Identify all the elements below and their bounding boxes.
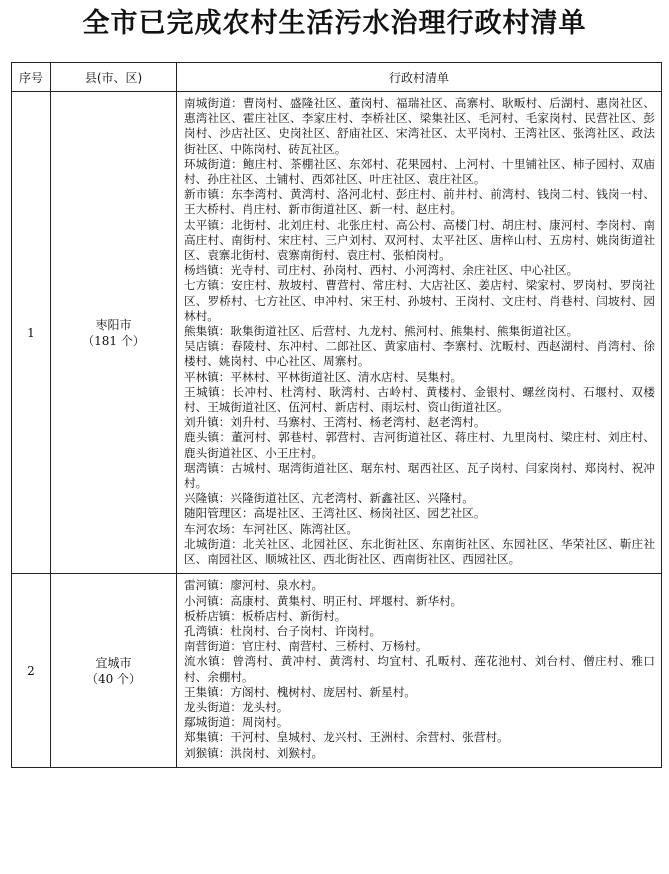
page-title: 全市已完成农村生活污水治理行政村清单 bbox=[82, 8, 587, 39]
town-entry: 流水镇：曾湾村、黄冲村、黄湾村、均宜村、孔畈村、莲花池村、刘台村、僧庄村、雅口村、余棚村。 bbox=[184, 654, 655, 684]
town-entry: 七方镇：安庄村、敖坡村、曹营村、常庄村、大店社区、姜店村、梁家村、罗岗村、罗岗社区、罗桥村、七方社区、申冲村、宋王村、孙坡村、王岗村、文庄村、肖巷村、闫坡村、园林村。 bbox=[184, 278, 655, 323]
county-name: 宜城市 bbox=[95, 655, 132, 670]
town-entry: 板桥店镇：板桥店村、新街村。 bbox=[184, 608, 347, 623]
town-entry: 随阳管理区：高堤社区、王湾社区、杨岗社区、园艺社区。 bbox=[184, 506, 486, 521]
header-villages: 行政村清单 bbox=[177, 63, 662, 92]
town-entry: 雷河镇：廖河村、泉水村。 bbox=[184, 578, 324, 593]
county-count: （181 个） bbox=[82, 333, 145, 348]
town-entry: 车河农场：车河社区、陈湾社区。 bbox=[184, 521, 358, 536]
village-table bbox=[11, 62, 662, 768]
town-entry: 熊集镇：耿集街道社区、后营村、九龙村、熊河村、熊集村、熊集街道社区。 bbox=[184, 324, 579, 339]
town-entry: 王集镇：方阁村、槐树村、庞居村、新星村。 bbox=[184, 684, 416, 699]
town-entry: 刘升镇：刘升村、马寨村、王湾村、杨老湾村、赵老湾村。 bbox=[184, 415, 486, 430]
town-entry: 新市镇：东李湾村、黄湾村、洛河北村、彭庄村、前井村、前湾村、钱岗二村、钱岗一村、王大桥村、肖庄村、新市街道社区、新一村、赵庄村。 bbox=[184, 187, 655, 217]
table-header-row bbox=[12, 63, 662, 92]
town-entry: 平林镇：平林村、平林街道社区、清水店村、吴集村。 bbox=[184, 369, 463, 384]
town-entry: 太平镇：北街村、北刘庄村、北张庄村、高公村、高楼门村、胡庄村、康河村、李岗村、南高庄村、南街村、宋庄村、三户刘村、双河村、太平社区、唐梓山村、五房村、姚岗街道社区、袁寨北街村、袁寨南街村、袁庄村、张柏岗村。 bbox=[184, 217, 655, 263]
table-row bbox=[12, 574, 662, 767]
header-county: 县(市、区) bbox=[51, 63, 177, 92]
town-entry: 王城镇：长冲村、杜湾村、耿湾村、古岭村、黄楼村、金银村、螺丝岗村、石堰村、双楼村、王城街道社区、伍河村、新店村、雨坛村、资山街道社区。 bbox=[184, 384, 655, 415]
town-entry: 北城街道：北关社区、北园社区、东北街社区、东南街社区、东园社区、华荣社区、靳庄社区、南园社区、顺城社区、西北街社区、西南街社区、西园社区。 bbox=[184, 536, 655, 567]
header-seq: 序号 bbox=[12, 63, 51, 92]
row-county bbox=[51, 92, 177, 574]
town-entry: 龙头街道：龙头村。 bbox=[184, 699, 289, 714]
town-entry: 南营街道：官庄村、南营村、三桥村、万杨村。 bbox=[184, 639, 428, 654]
town-entry: 孔湾镇：杜岗村、台子岗村、许岗村。 bbox=[184, 623, 382, 638]
town-entry: 刘猴镇：洪岗村、刘猴村。 bbox=[184, 745, 324, 760]
town-entry: 吴店镇：春陵村、东冲村、二郎社区、黄家庙村、李寨村、沈畈村、西赵湖村、肖湾村、徐楼村、姚岗村、中心社区、周寨村。 bbox=[184, 339, 655, 369]
town-entry: 环城街道：鲍庄村、茶棚社区、东郊村、花果园村、上河村、十里铺社区、柿子园村、双庙村、孙庄社区、土铺村、西郊社区、叶庄社区、袁庄社区。 bbox=[184, 156, 655, 187]
town-entry: 琚湾镇：古城村、琚湾街道社区、琚东村、琚西社区、瓦子岗村、闫家岗村、郑岗村、祝冲村。 bbox=[184, 460, 655, 491]
county-name: 枣阳市 bbox=[95, 317, 132, 332]
row-county bbox=[51, 574, 177, 767]
town-entry: 鹿头镇：董河村、郭巷村、郭营村、吉河街道社区、蒋庄村、九里岗村、梁庄村、刘庄村、鹿头街道社区、小王庄村。 bbox=[184, 430, 655, 460]
county-count: （40 个） bbox=[85, 671, 142, 686]
row-seq: 1 bbox=[12, 92, 51, 574]
town-entry: 郑集镇：干河村、皇城村、龙兴村、王洲村、余营村、张营村。 bbox=[184, 730, 509, 745]
town-entry: 小河镇：高康村、黄集村、明正村、坪堰村、新华村。 bbox=[184, 593, 463, 608]
table-row bbox=[12, 92, 662, 574]
town-entry: 杨垱镇：光寺村、司庄村、孙岗村、西村、小河湾村、余庄社区、中心社区。 bbox=[184, 263, 579, 278]
town-entry: 鄢城街道：周岗村。 bbox=[184, 715, 289, 730]
row-seq: 2 bbox=[12, 574, 51, 767]
village-list bbox=[177, 92, 662, 574]
town-entry: 兴隆镇：兴隆街道社区、亢老湾村、新鑫社区、兴隆村。 bbox=[184, 491, 474, 506]
village-list bbox=[177, 574, 662, 767]
town-entry: 南城街道：曹岗村、盛隆社区、董岗村、福瑞社区、高寨村、耿畈村、后湖村、惠岗社区、惠湾社区、霍庄社区、李家庄村、李桥社区、梁集社区、毛河村、毛家岗村、民营社区、彭岗村、沙店社区、史岗社区、舒庙社区、宋湾社区、太平岗村、王湾社区、张湾社区、政法街社区、中陈岗村、砖瓦社区。 bbox=[184, 96, 655, 156]
